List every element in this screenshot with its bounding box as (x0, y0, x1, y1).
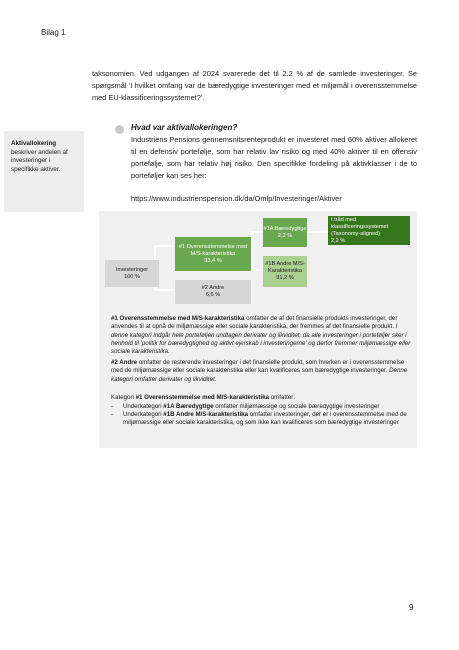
node-andre (175, 280, 251, 304)
node-taxonomy (328, 216, 410, 245)
node-andre-label: #2 Andre (201, 285, 225, 291)
node-taxonomy-value: 2,2 % (331, 237, 346, 244)
list-dash: - (111, 403, 114, 410)
node-andre-ms-value: 91,2 % (276, 275, 294, 281)
connector-line (251, 231, 263, 233)
sidebar-note-term: Aktivallokering (11, 140, 57, 147)
list-dash: - (111, 411, 114, 418)
legend-list-item (111, 411, 411, 428)
sidebar-note (4, 131, 84, 212)
page-header: Bilag 1 (41, 28, 66, 37)
list-text: omfatter investeringer, der er i overensstemmelse med de miljømæssige eller sociale karakteristika, og som ikke kan kvalificeres som bæredygtige investeringer (123, 411, 407, 427)
connector-line (251, 269, 263, 271)
list-text: omfatter miljømæssige og sociale bæredygtige investeringer (213, 403, 380, 410)
sidebar-note-text: beskriver andelen af investeringer i specifikke aktiver. (11, 148, 68, 173)
connector-line (154, 289, 176, 291)
question-body: Industriens Pensions gennemsnitsrenteprodukt er investeret med 60% aktiver allokeret til en defensiv portefølje, som har relativ lav risiko og med 40% aktiver til en offensiv portefølje, som har relativ høj risiko. Den specifikke fordeling på aktivklasser i de to porteføljer kan ses her: (131, 135, 417, 180)
node-investeringer-value: 100 % (124, 273, 140, 280)
page-number: 9 (409, 603, 414, 612)
node-investeringer-label: Investeringer (115, 266, 149, 273)
legend-paragraph-1 (111, 315, 411, 356)
node-overensstemmelse-value: 93,4 % (204, 257, 222, 264)
list-term: #1B Andre M/S-karakteristika (163, 411, 249, 418)
legend-term-3: #1 Overensstemmelse med M/S-karakteristika (135, 394, 270, 401)
legend-prefix-3: Kategori (111, 394, 136, 401)
node-overensstemmelse (175, 237, 251, 271)
legend-paragraph-2 (111, 359, 411, 384)
list-term: #1A Bæredygtige (163, 403, 214, 410)
legend-paragraph-3 (111, 394, 411, 402)
legend-term-2: #2 Andre (111, 359, 138, 366)
aktiver-link[interactable]: https://www.industrienspension.dk/da/Omlp/Investeringer/Aktiver (131, 194, 342, 203)
node-baeredygtige-label: #1A Bæredygtige (263, 225, 307, 232)
node-baeredygtige (263, 218, 307, 247)
node-investeringer (105, 260, 159, 287)
legend-term-1: #1 Overensstemmelse med M/S-karakteristika (111, 315, 245, 322)
node-taxonomy-label: I tråd med klassificeringssystemet (Taxonomy-aligned) (331, 216, 389, 237)
allocation-panel (99, 211, 417, 448)
node-andre-ms-label: #1B Andre M/S-Karakteristika (265, 261, 305, 274)
connector-line (307, 231, 329, 233)
list-prefix: Underkategori (123, 403, 164, 410)
node-andre-value: 6,6 % (205, 292, 221, 298)
list-prefix: Underkategori (123, 411, 164, 418)
legend-text-2: omfatter de resterende investeringer i det finansielle produkt, som hverken er i overensstemmelse med de miljømæssige eller sociale karakteristika eller kan kvalificeres som bæredygtige investeringer. (111, 359, 405, 375)
legend-text-1: omfatter de af det finansielle produkts investeringer, der anvendes til at opnå de miljømæssige eller sociale karakteristika, der fremmes af det finansielle produkt. (111, 315, 398, 331)
intro-paragraph: taksonomien. Ved udgangen af 2024 svarerede det til 2,2 % af de samlede investeringer. Se spørgsmål 'I hvilket omfang var de bæredygtige investeringer med et miljømål i overensstemmelse med EU-klassificeringssystemet?'. (92, 69, 417, 102)
bullet-icon (115, 125, 124, 134)
legend-suffix-3: omfatter: (269, 394, 295, 401)
legend-italic-1: I denne kategori indgår hele porteføljen undtagen derivater og likviditet, da alle investeringer i porteføljer sker i henhold til 'politik for bæredygtighed og aktivt ejerskab i investeringerne' og derfor fremmer miljømæssige eller sociale karakteristika. (111, 323, 411, 356)
node-baeredygtige-value: 2,2 % (277, 232, 293, 239)
question-title: Hvad var aktivallokeringen? (131, 123, 238, 132)
node-overensstemmelse-label: #1 Overensstemmelse med M/S-karakteristika (178, 243, 248, 257)
legend-italic-2: Denne kategori omfatter derivater og likviditet. (111, 367, 408, 383)
connector-line (154, 245, 176, 247)
connector-line (251, 231, 253, 271)
node-andre-ms (263, 256, 307, 287)
